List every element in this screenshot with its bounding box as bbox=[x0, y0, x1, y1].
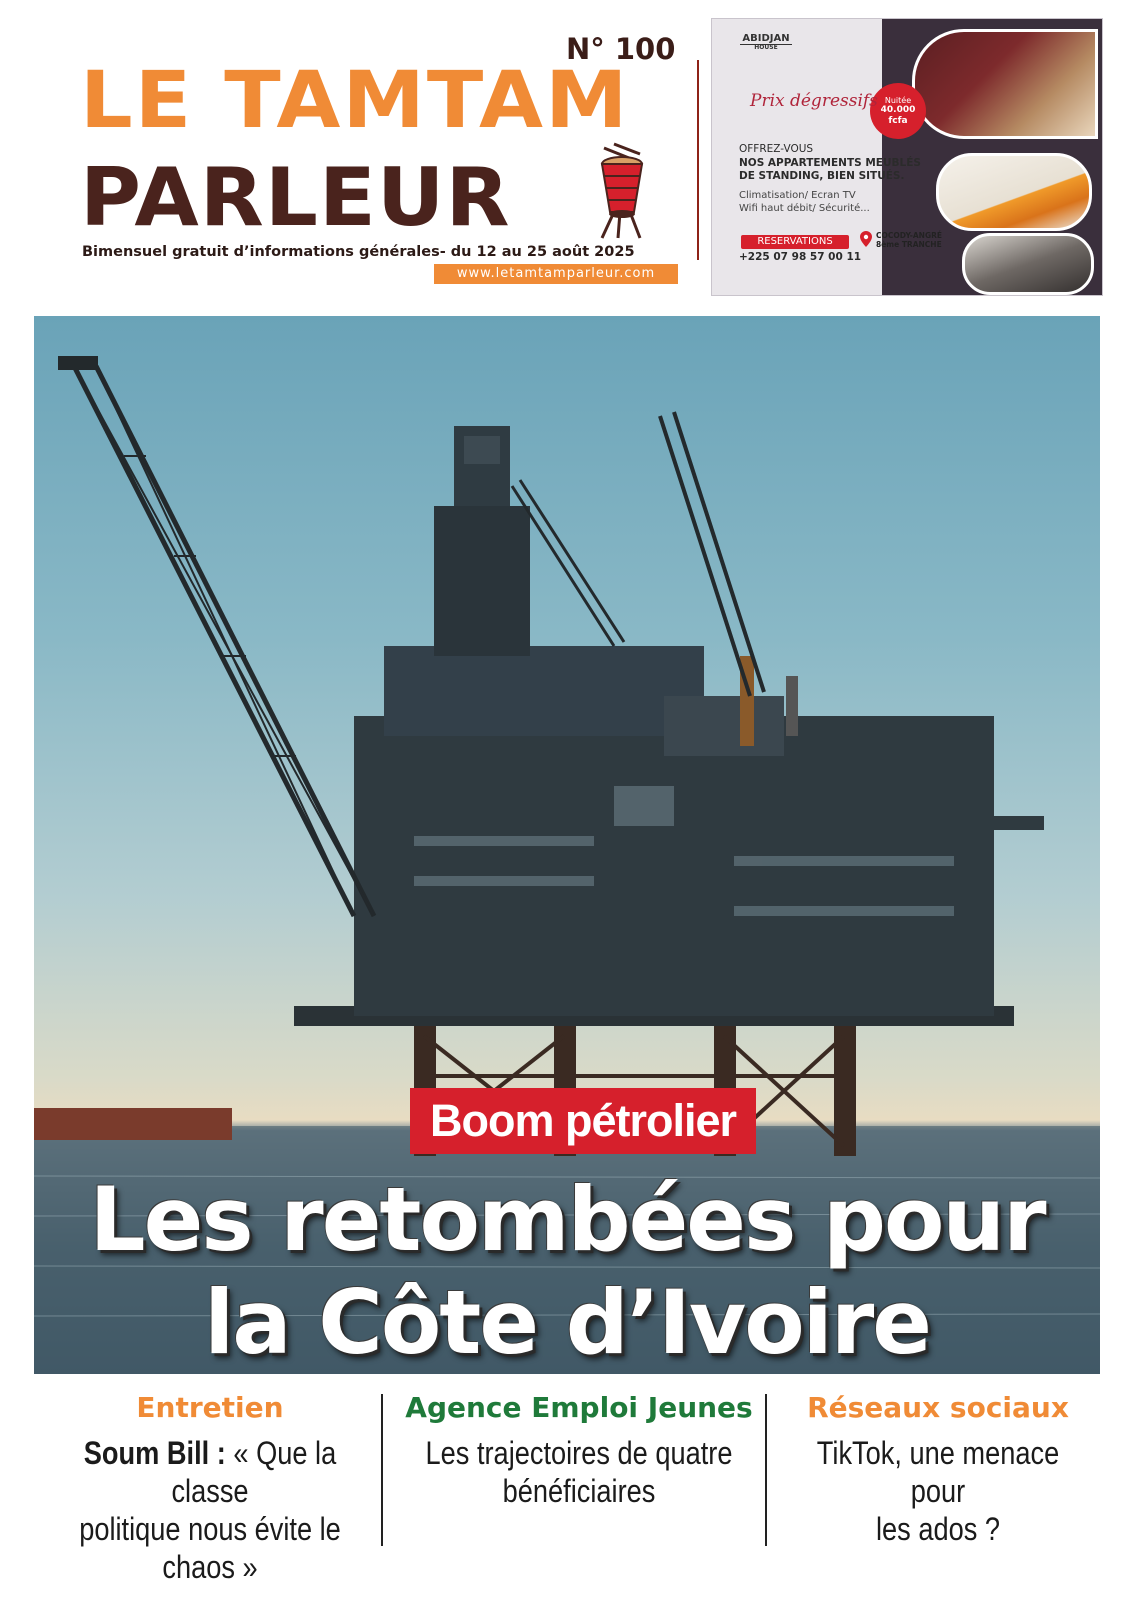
ad-bedroom-photo bbox=[936, 153, 1092, 231]
ad-offer-line3: DE STANDING, BIEN SITUÉS. bbox=[739, 170, 905, 183]
ad-location-line2: 8ème TRANCHE bbox=[876, 240, 942, 249]
teaser-rubric: Réseaux sociaux bbox=[807, 1391, 1069, 1424]
main-headline bbox=[34, 1168, 1100, 1374]
teaser-text-line2: les ados ? bbox=[876, 1511, 1000, 1547]
ad-price-value: 40.000 bbox=[880, 105, 916, 116]
teaser-entretien[interactable] bbox=[40, 1390, 380, 1586]
column-divider bbox=[381, 1394, 383, 1546]
ad-offer-line1: OFFREZ-VOUS bbox=[739, 143, 814, 155]
newspaper-title-line1: LE TAMTAM bbox=[80, 56, 630, 146]
ad-offer-line2: NOS APPARTEMENTS MEUBLÉS bbox=[739, 156, 921, 169]
ad-living-room-photo bbox=[912, 29, 1098, 139]
location-pin-icon bbox=[860, 231, 872, 247]
tamtam-drum-icon bbox=[574, 142, 654, 242]
ad-brand bbox=[740, 33, 792, 52]
teaser-reseaux-sociaux[interactable] bbox=[776, 1390, 1100, 1548]
ad-slogan: Prix dégressifs bbox=[750, 91, 878, 111]
tagline: Bimensuel gratuit d’informations générales- du 12 au 25 août 2025 bbox=[82, 244, 635, 260]
ad-price-label: Nuitée bbox=[884, 96, 912, 106]
headline-kicker: Boom pétrolier bbox=[410, 1088, 756, 1154]
newspaper-title-line2: PARLEUR bbox=[80, 151, 511, 244]
masthead-divider bbox=[697, 60, 699, 260]
ad-brand-name: ABIDJAN bbox=[742, 33, 790, 44]
website-link[interactable]: www.letamtamparleur.com bbox=[434, 264, 678, 284]
teaser-text bbox=[800, 1434, 1075, 1548]
column-divider bbox=[765, 1394, 767, 1546]
ad-location-line1: COCODY-ANGRÉ bbox=[876, 231, 943, 240]
teaser-text-line1: Les trajectoires de quatre bbox=[425, 1435, 733, 1471]
ad-features-line1: Climatisation/ Ecran TV bbox=[739, 190, 856, 201]
ad-offer bbox=[739, 143, 929, 184]
ad-brand-sub: HOUSE bbox=[740, 44, 792, 52]
teaser-text-line2: politique nous évite le chaos » bbox=[79, 1511, 341, 1585]
main-headline-line1: Les retombées pour bbox=[89, 1168, 1045, 1271]
ad-reservations-button[interactable]: RESERVATIONS bbox=[741, 235, 849, 249]
ad-price-badge bbox=[870, 83, 926, 139]
advertisement[interactable] bbox=[711, 18, 1103, 296]
teaser-text-line2: bénéficiaires bbox=[502, 1473, 656, 1509]
ad-features bbox=[739, 189, 870, 215]
teaser-text bbox=[422, 1434, 737, 1510]
issue-number: N° 100 bbox=[566, 32, 676, 66]
ad-features-line2: Wifi haut débit/ Sécurité... bbox=[739, 203, 870, 214]
teaser-agence-emploi-jeunes[interactable] bbox=[394, 1390, 764, 1510]
teaser-lead: Soum Bill : bbox=[83, 1435, 226, 1471]
ad-phone-number[interactable]: +225 07 98 57 00 11 bbox=[739, 251, 862, 263]
ad-price-currency: fcfa bbox=[888, 115, 908, 126]
teaser-text bbox=[66, 1434, 355, 1586]
ad-location bbox=[876, 231, 942, 249]
teaser-text-line1: « Que la classe bbox=[171, 1435, 337, 1509]
teaser-text-line1: TikTok, une menace pour bbox=[816, 1435, 1060, 1509]
teaser-rubric: Entretien bbox=[136, 1391, 284, 1424]
teaser-rubric: Agence Emploi Jeunes bbox=[405, 1391, 753, 1424]
main-headline-line2: la Côte d’Ivoire bbox=[204, 1271, 930, 1374]
ad-kitchen-photo bbox=[962, 233, 1094, 295]
